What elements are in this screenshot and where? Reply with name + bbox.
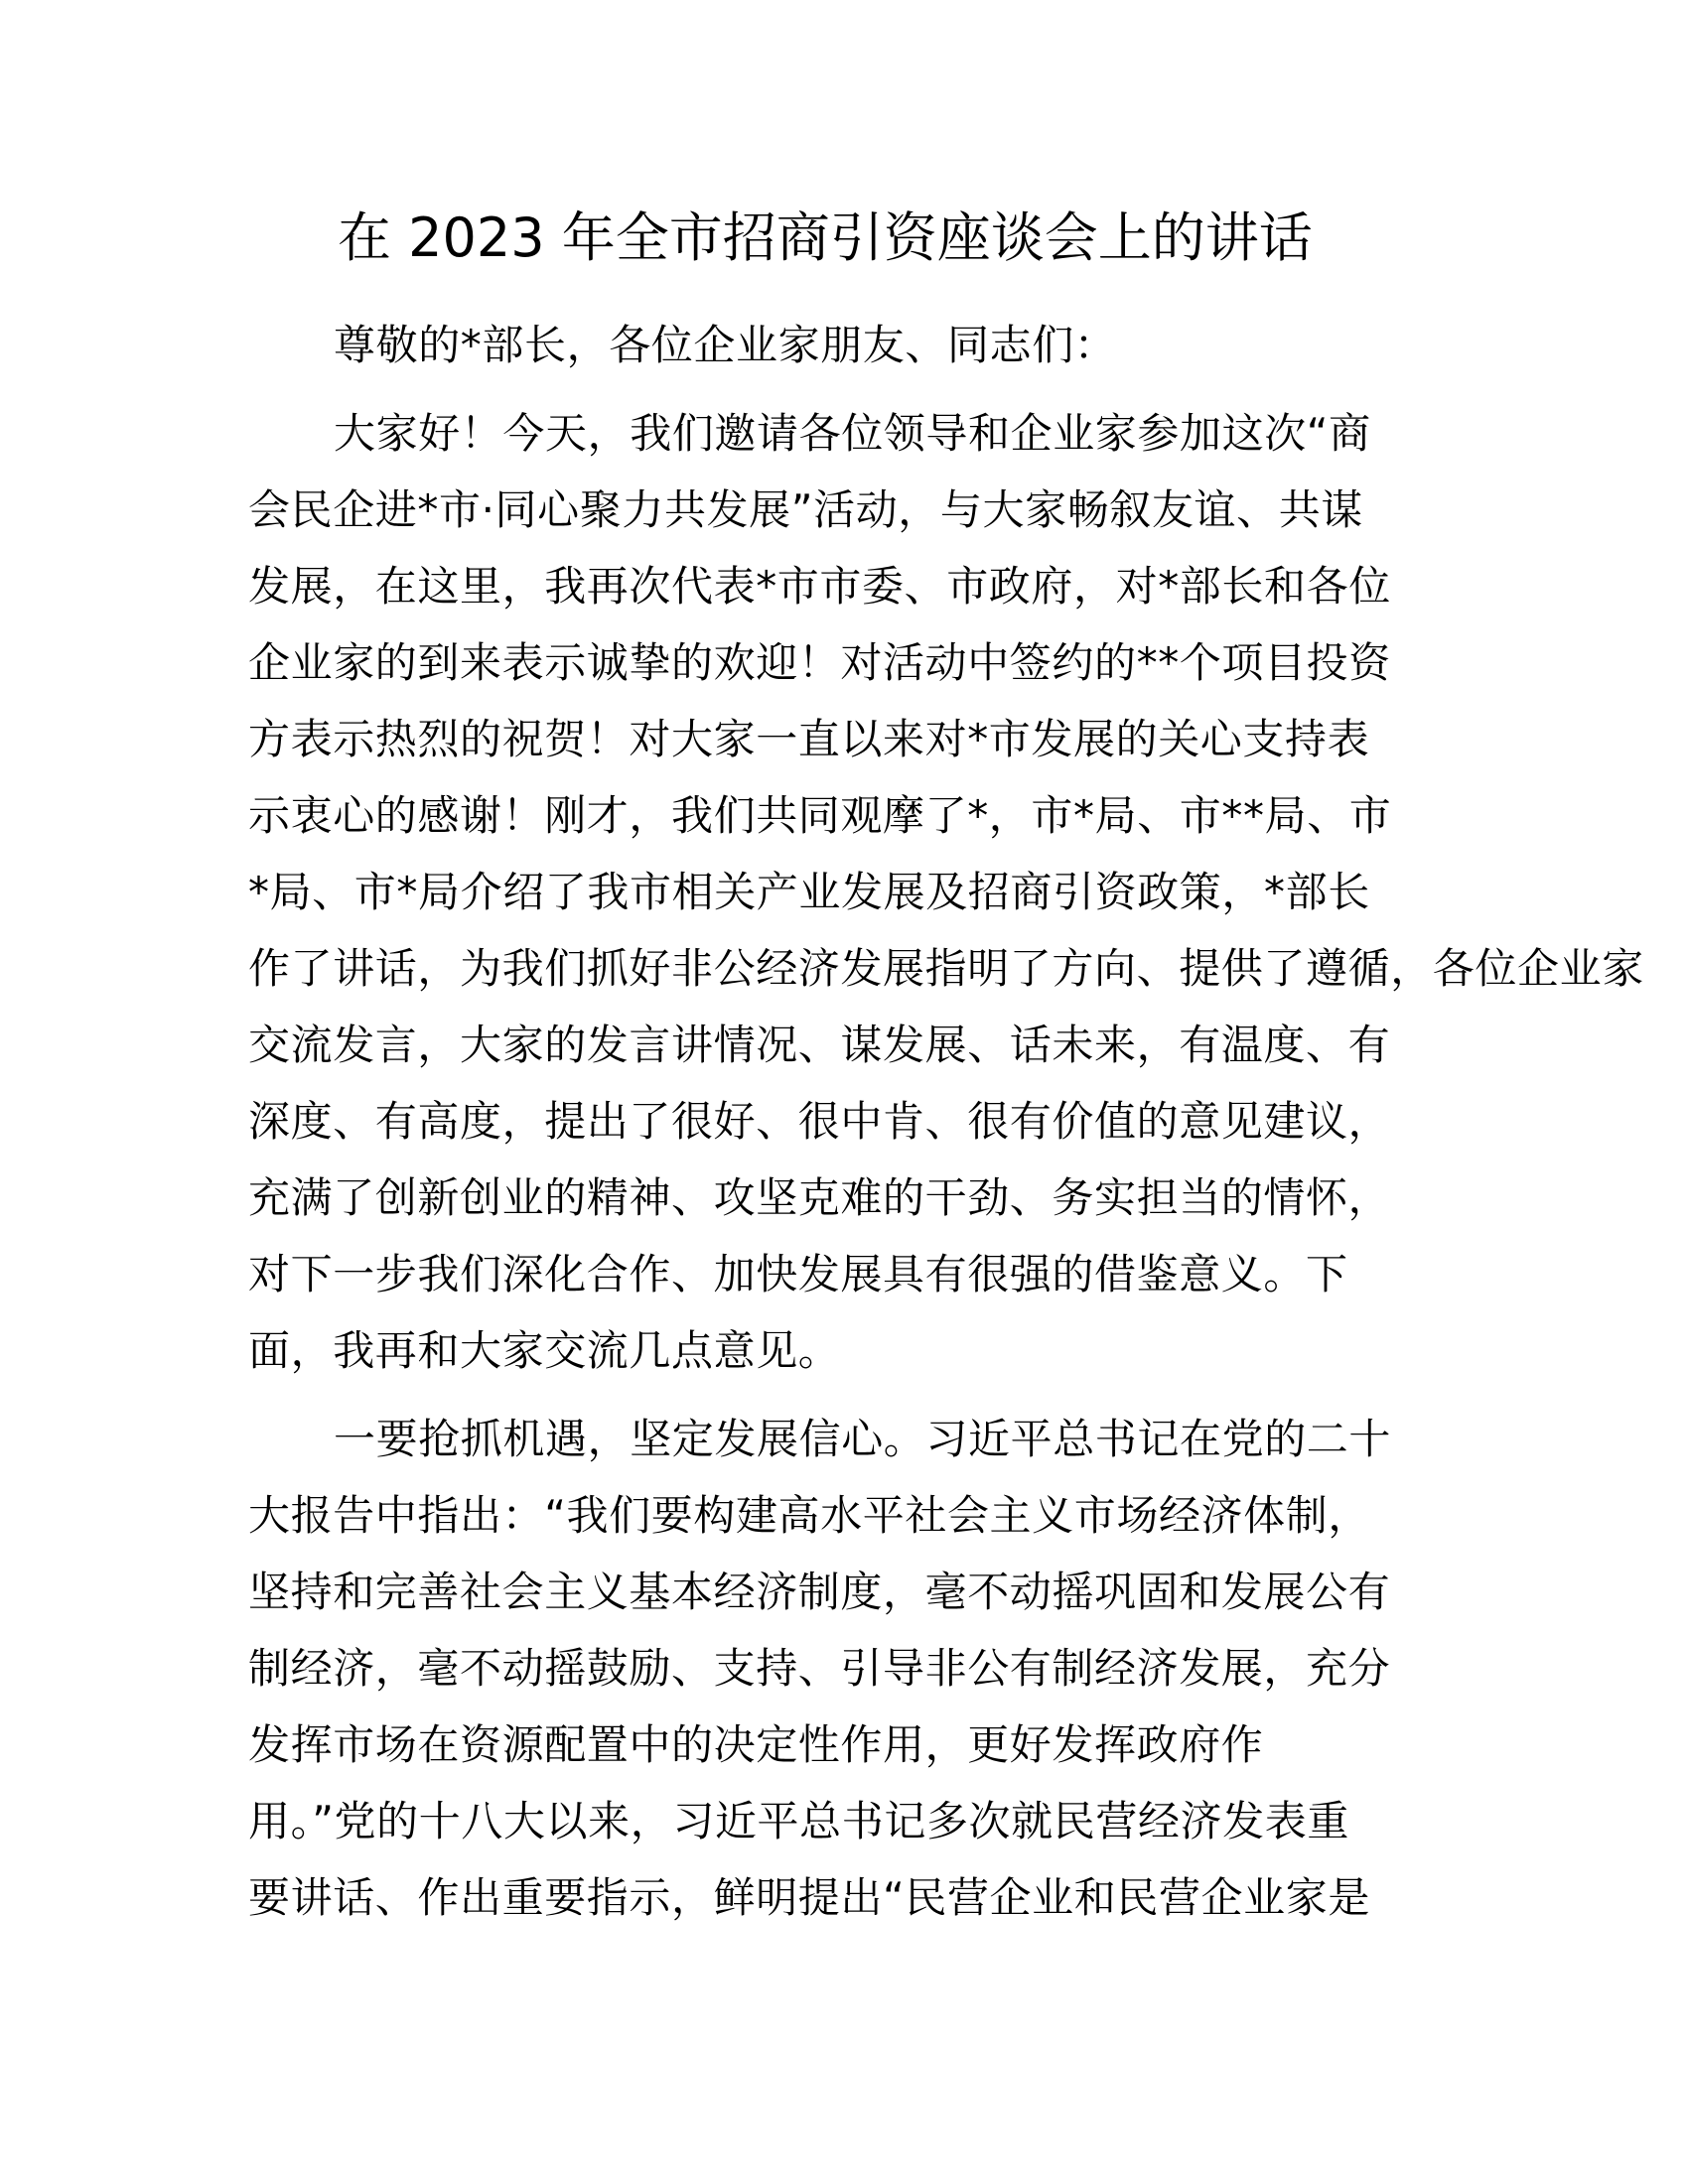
paragraph-line: 制经济，毫不动摇鼓励、支持、引导非公有制经济发展，充分: [248, 1644, 1391, 1693]
paragraph-line: 会民企进*市·同心聚力共发展”活动，与大家畅叙友谊、共谋: [248, 485, 1363, 534]
document-title: 在 2023 年全市招商引资座谈会上的讲话: [338, 206, 1313, 269]
paragraph-line: 对下一步我们深化合作、加快发展具有很强的借鉴意义。下: [248, 1250, 1348, 1298]
paragraph-line: 大报告中指出：“我们要构建高水平社会主义市场经济体制，: [248, 1491, 1370, 1540]
paragraph-line: 深度、有高度，提出了很好、很中肯、很有价值的意见建议，: [248, 1097, 1391, 1146]
salutation: 尊敬的*部长，各位企业家朋友、同志们：: [334, 321, 1117, 369]
paragraph-line: 企业家的到来表示诚挚的欢迎！对活动中签约的**个项目投资: [248, 638, 1391, 687]
paragraph-line: 发挥市场在资源配置中的决定性作用，更好发挥政府作: [248, 1720, 1264, 1769]
paragraph-line: 交流发言，大家的发言讲情况、谋发展、话未来，有温度、有: [248, 1021, 1391, 1069]
paragraph-line: 示衷心的感谢！刚才，我们共同观摩了*，市*局、市**局、市: [248, 791, 1392, 840]
paragraph-line: 用。”党的十八大以来，习近平总书记多次就民营经济发表重: [248, 1797, 1349, 1845]
paragraph-line: 大家好！今天，我们邀请各位领导和企业家参加这次“商: [334, 409, 1371, 458]
paragraph-line: 发展，在这里，我再次代表*市市委、市政府，对*部长和各位: [248, 562, 1391, 611]
paragraph-line: 一要抢抓机遇，坚定发展信心。习近平总书记在党的二十: [334, 1415, 1392, 1463]
paragraph-line: 方表示热烈的祝贺！对大家一直以来对*市发展的关心支持表: [248, 715, 1370, 763]
paragraph-line: 要讲话、作出重要指示，鲜明提出“民营企业和民营企业家是: [248, 1873, 1370, 1922]
paragraph-line: 坚持和完善社会主义基本经济制度，毫不动摇巩固和发展公有: [248, 1568, 1391, 1616]
paragraph-line: *局、市*局介绍了我市相关产业发展及招商引资政策，*部长: [248, 868, 1370, 916]
paragraph-line: 充满了创新创业的精神、攻坚克难的干劲、务实担当的情怀，: [248, 1173, 1391, 1222]
paragraph-line: 面，我再和大家交流几点意见。: [248, 1326, 841, 1375]
paragraph-line: 作了讲话，为我们抓好非公经济发展指明了方向、提供了遵循，各位企业家: [248, 944, 1644, 993]
